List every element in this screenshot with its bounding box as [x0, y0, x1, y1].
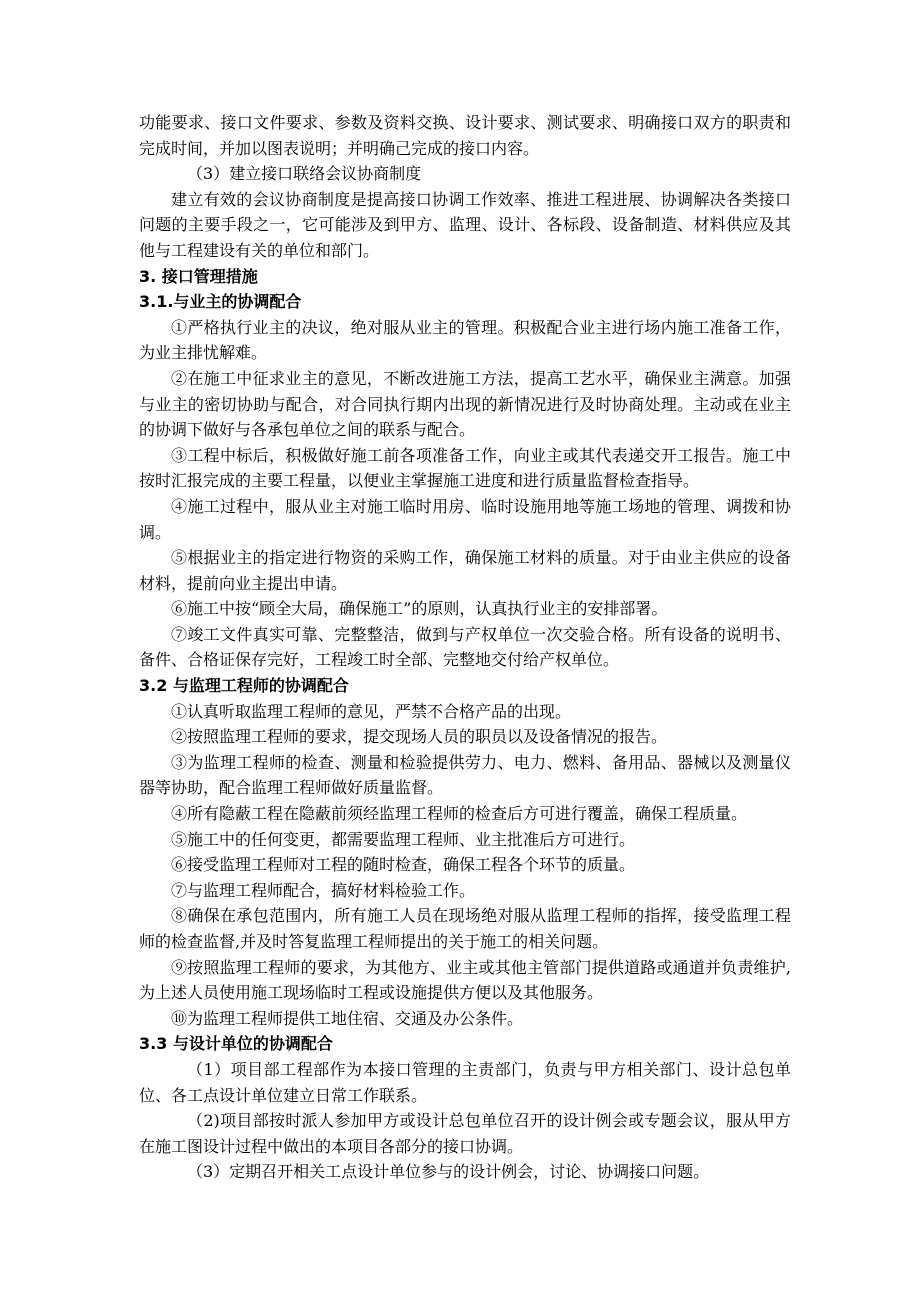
item-3-body: 建立有效的会议协商制度是提高接口协调工作效率、推进工程进展、协调解决各类接口问题的主要手段之一，它可能涉及到甲方、监理、设计、各标段、设备制造、材料供应及其他与工程建设有关的单位和部门。: [139, 189, 791, 260]
item-3-title: （3）建立接口联络会议协商制度: [187, 164, 422, 184]
supervisor-item: ⑨按照监理工程师的要求，为其他方、业主或其他主管部门提供道路或通道并负责维护,为上述人员使用施工现场临时工程或设施提供方便以及其他服务。: [139, 957, 791, 1003]
supervisor-item: ⑧确保在承包范围内，所有施工人员在现场绝对服从监理工程师的指挥，接受监理工程师的检查监督,并及时答复监理工程师提出的关于施工的相关问题。: [139, 906, 791, 951]
section-3-2-heading: 3.2 与监理工程师的协调配合: [139, 676, 349, 696]
design-item: （3）定期召开相关工点设计单位参与的设计例会，讨论、协调接口问题。: [187, 1162, 710, 1182]
design-item: （2)项目部按时派人参加甲方或设计总包单位召开的设计例会或专题会议，服从甲方在施工图设计过程中做出的本项目各部分的接口协调。: [139, 1111, 791, 1156]
intro-paragraph: 功能要求、接口文件要求、参数及资料交换、设计要求、测试要求、明确接口双方的职责和完成时间，并加以图表说明；并明确己完成的接口内容。: [139, 113, 791, 158]
supervisor-item: ⑤施工中的任何变更，都需要监理工程师、业主批准后方可进行。: [171, 829, 636, 849]
supervisor-item: ⑦与监理工程师配合，搞好材料检验工作。: [171, 880, 476, 900]
owner-item: ②在施工中征求业主的意见，不断改进施工方法，提高工艺水平，确保业主满意。加强与业主的密切协助与配合，对合同执行期内出现的新情况进行及时协商处理。主动或在业主的协调下做好与各承包单位之间的联系与配合。: [139, 368, 791, 440]
design-item: （1）项目部工程部作为本接口管理的主责部门，负责与甲方相关部门、设计总包单位、各工点设计单位建立日常工作联系。: [139, 1059, 791, 1105]
owner-item: ⑤根据业主的指定进行物资的采购工作，确保施工材料的质量。对于由业主供应的设备材料，提前向业主提出申请。: [139, 548, 791, 593]
owner-item: ⑥施工中按“顾全大局，确保施工”的原则，认真执行业主的安排部署。: [171, 599, 668, 619]
supervisor-item: ⑥接受监理工程师对工程的随时检查，确保工程各个环节的质量。: [171, 855, 636, 875]
supervisor-item: ③为监理工程师的检查、测量和检验提供劳力、电力、燃料、备用品、器械以及测量仪器等协助，配合监理工程师做好质量监督。: [139, 752, 791, 798]
supervisor-item: ②按照监理工程师的要求，提交现场人员的职员以及设备情况的报告。: [171, 727, 668, 747]
supervisor-item: ④所有隐蔽工程在隐蔽前须经监理工程师的检查后方可进行覆盖，确保工程质量。: [171, 804, 748, 824]
supervisor-item: ⑩为监理工程师提供工地住宿、交通及办公条件。: [171, 1008, 524, 1028]
section-3-heading: 3. 接口管理措施: [139, 266, 258, 286]
owner-item: ⑦竣工文件真实可靠、完整整洁，做到与产权单位一次交验合格。所有设备的说明书、备件、合格证保存完好，工程竣工时全部、完整地交付给产权单位。: [139, 624, 791, 670]
section-3-1-heading: 3.1.与业主的协调配合: [139, 292, 302, 312]
owner-item: ①严格执行业主的决议，绝对服从业主的管理。积极配合业主进行场内施工准备工作，为业主排忧解难。: [139, 317, 791, 363]
owner-item: ③工程中标后，积极做好施工前各项准备工作，向业主或其代表递交开工报告。施工中按时汇报完成的主要工程量，以便业主掌握施工进度和进行质量监督检查指导。: [139, 445, 791, 491]
owner-item: ④施工过程中，服从业主对施工临时用房、临时设施用地等施工场地的管理、调拨和协调。: [139, 496, 791, 542]
section-3-3-heading: 3.3 与设计单位的协调配合: [139, 1034, 333, 1054]
document-page: [139, 110, 791, 1185]
supervisor-item: ①认真听取监理工程师的意见，严禁不合格产品的出现。: [171, 701, 572, 721]
